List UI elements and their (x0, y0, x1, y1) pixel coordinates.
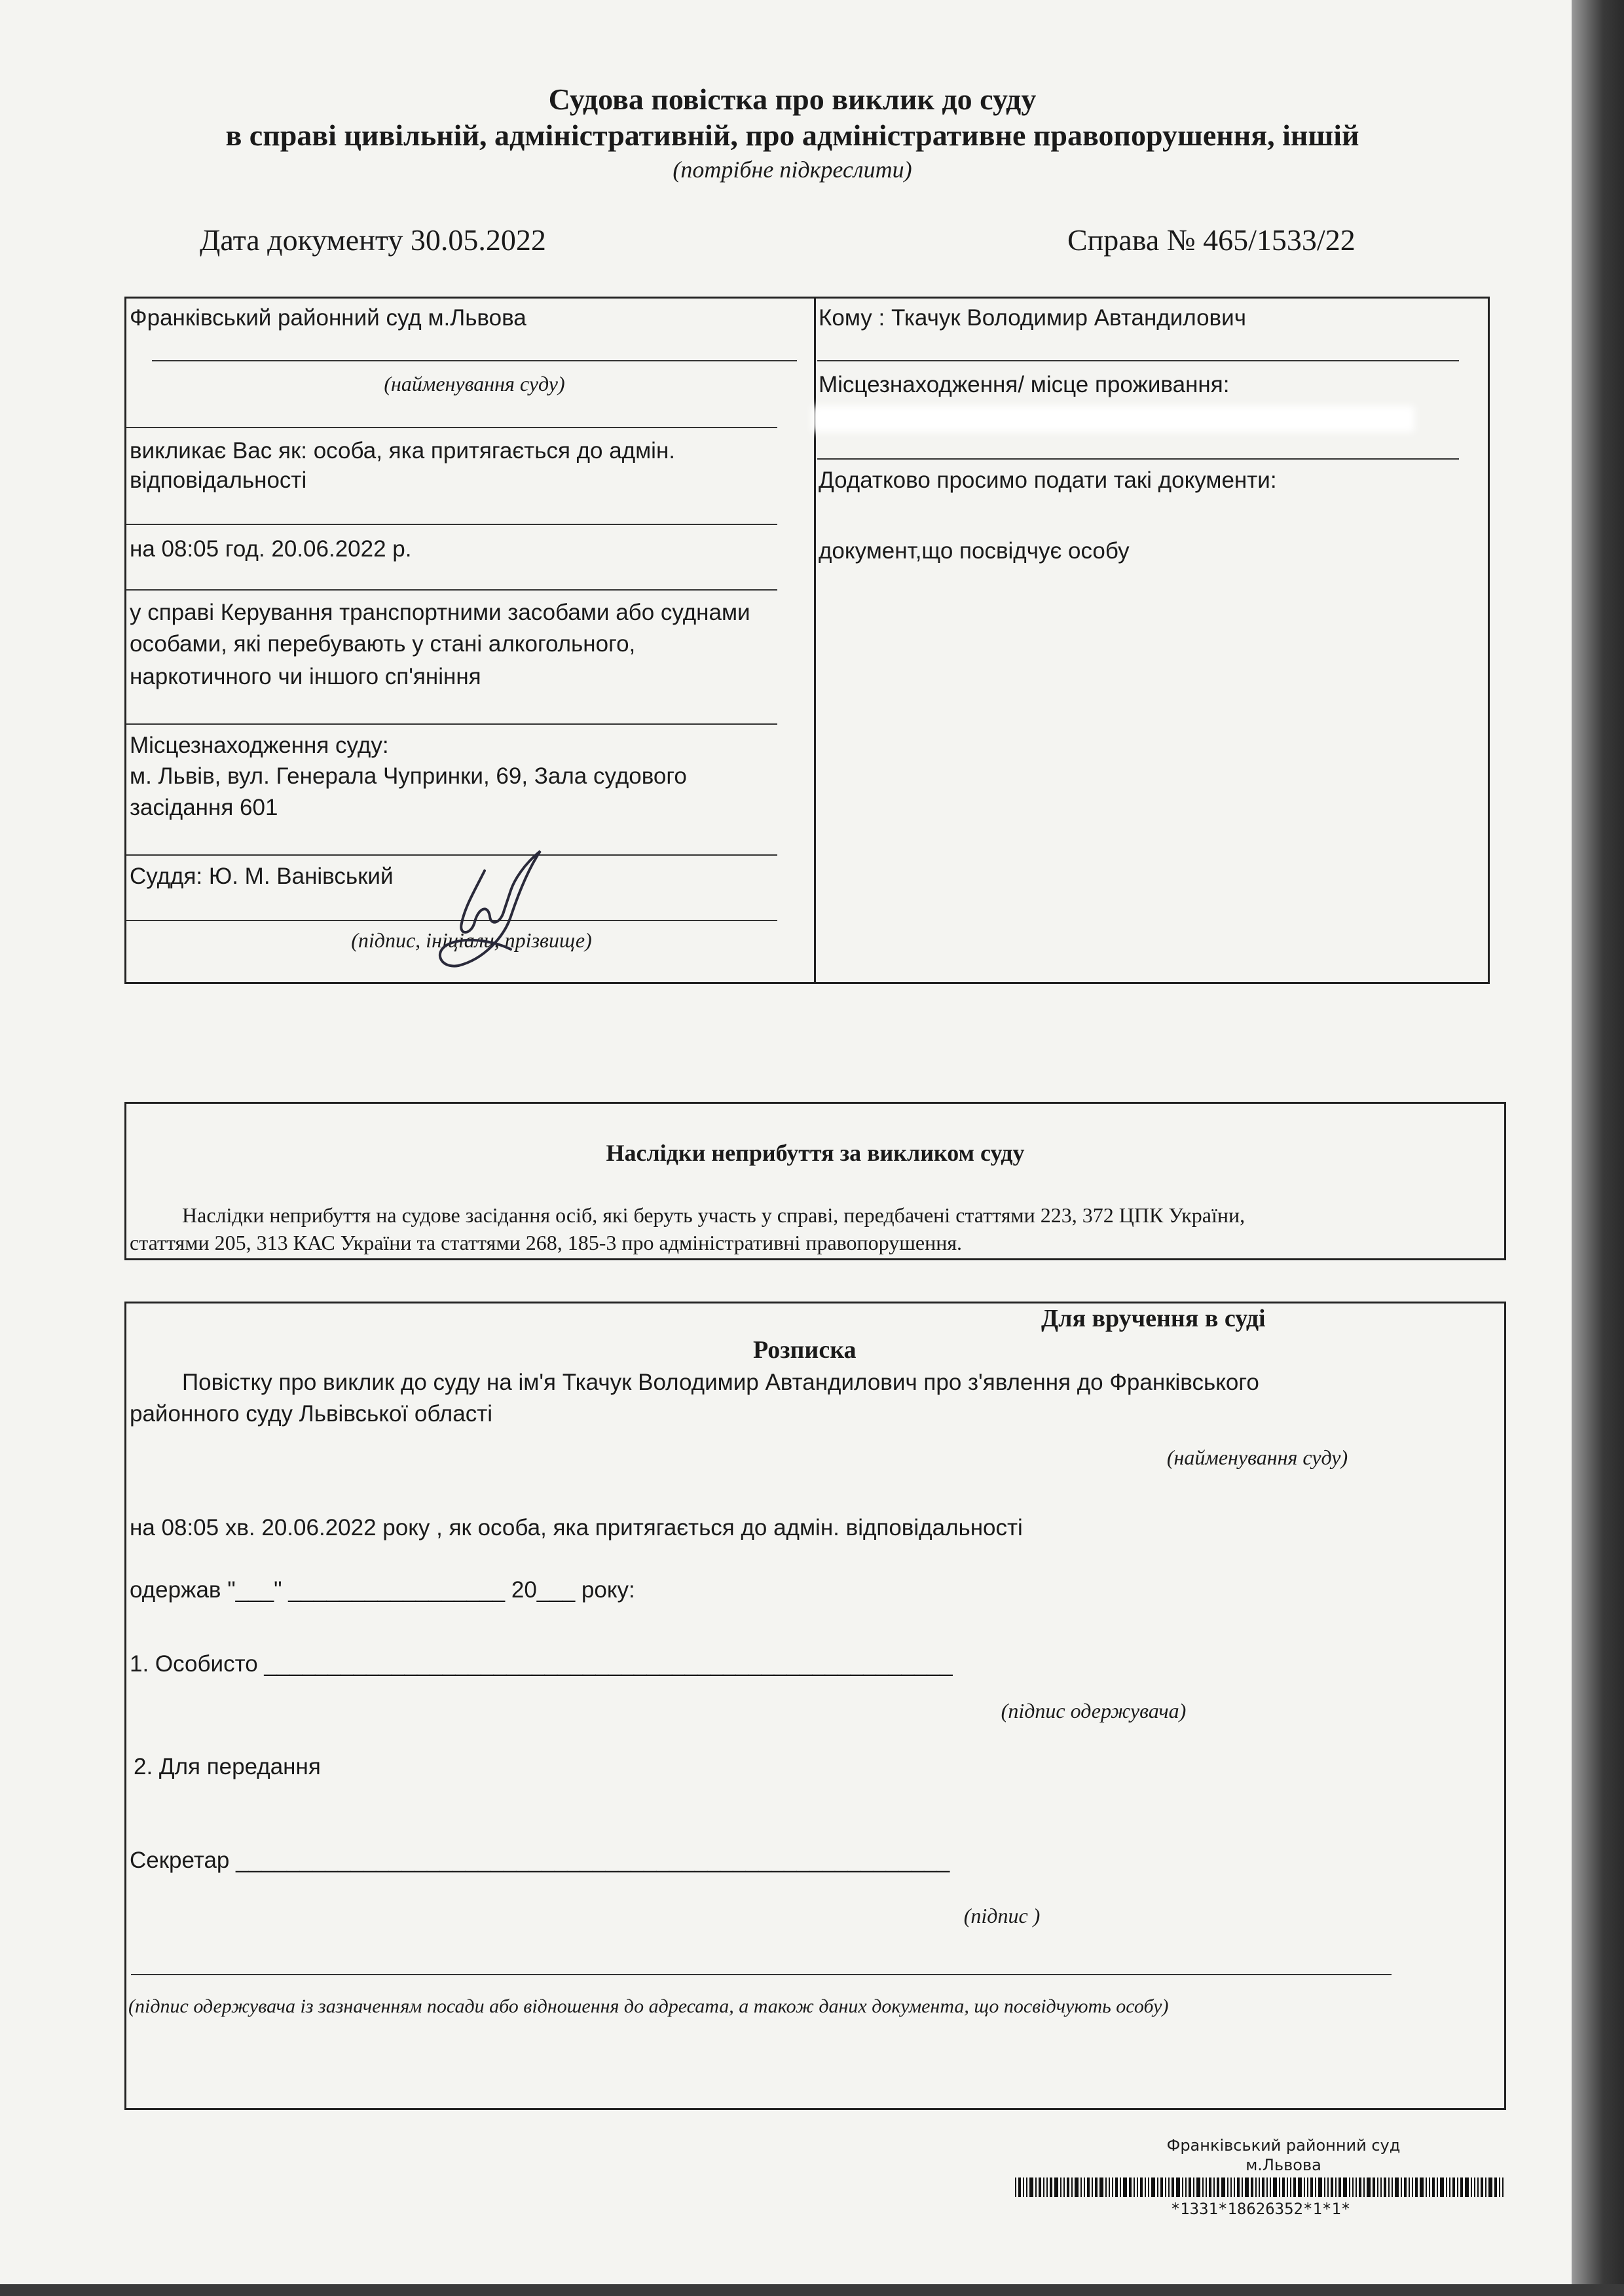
signature-caption: (підпис, ініціали, прізвище) (351, 928, 592, 952)
barcode-bar (1266, 2178, 1268, 2197)
barcode-bar (1160, 2178, 1163, 2197)
barcode-bar (1270, 2178, 1271, 2197)
personal-signature-field: 1. Особисто ______________________________________________________ (130, 1651, 953, 1677)
court-location-label: Місцезнаходження суду: (130, 733, 389, 758)
barcode-bar (1420, 2178, 1424, 2197)
barcode-bar (1384, 2178, 1386, 2197)
barcode-bar (1084, 2178, 1085, 2197)
receipt-court-caption: (найменування суду) (1166, 1446, 1348, 1469)
barcode-bar (1457, 2178, 1458, 2197)
case-subject-line3: наркотичного чи іншого сп'яніння (130, 664, 481, 689)
barcode-bar (1227, 2178, 1228, 2197)
barcode-bar (1193, 2178, 1194, 2197)
barcode-bar (1157, 2178, 1158, 2197)
scan-edge (1572, 0, 1624, 2296)
barcode-bar (1367, 2178, 1371, 2197)
barcode-bar (1318, 2178, 1322, 2197)
barcode-bar (1477, 2178, 1479, 2197)
rule (817, 360, 1459, 361)
barcode-bar (1449, 2178, 1450, 2197)
court-name: Франківський районний суд м.Львова (130, 305, 526, 331)
barcode-bar (1440, 2178, 1444, 2197)
judge-name: Суддя: Ю. М. Ванівський (130, 864, 394, 889)
barcode-bar (1380, 2178, 1382, 2197)
barcode-bar (1315, 2178, 1316, 2197)
barcode-bar (1213, 2178, 1215, 2197)
barcode-bar (1209, 2178, 1211, 2197)
barcode-bar (1465, 2178, 1469, 2197)
barcode-bar (1050, 2178, 1052, 2197)
barcode-bar (1481, 2178, 1483, 2197)
barcode-bar (1112, 2178, 1113, 2197)
hearing-time: на 08:05 год. 20.06.2022 р. (130, 536, 412, 562)
barcode-bar (1287, 2178, 1288, 2197)
barcode-bar (1189, 2178, 1191, 2197)
barcode-bar (1018, 2178, 1021, 2197)
for-court-label: Для вручення в суді (1041, 1305, 1266, 1332)
barcode-bar (1105, 2178, 1107, 2197)
barcode-bar (1046, 2178, 1048, 2197)
barcode-bar (1071, 2178, 1073, 2197)
barcode-bar (1140, 2178, 1143, 2197)
receipt-line2: районного суду Львівської області (130, 1401, 493, 1427)
secretary-caption: (підпис ) (963, 1904, 1041, 1927)
barcode-bar (1148, 2178, 1149, 2197)
barcode-bar (1206, 2178, 1207, 2197)
barcode-bar (1499, 2178, 1500, 2197)
barcode-bar (1452, 2178, 1455, 2197)
rule (131, 1974, 1392, 1975)
addressee: Кому : Ткачук Володимир Автандилович (819, 305, 1246, 331)
barcode-bar (1129, 2178, 1132, 2197)
barcode-bar (1388, 2178, 1390, 2197)
barcode-bar (1290, 2178, 1291, 2197)
footer-court-line1: Франківський районний суд (1166, 2136, 1401, 2155)
barcode-bar (1429, 2178, 1430, 2197)
consequences-line2: статтями 205, 313 КАС України та статтями 268, 185-3 про адміністративні правопорушення. (130, 1231, 963, 1254)
barcode-bar (1363, 2178, 1365, 2197)
barcode-bar (1067, 2178, 1069, 2197)
docs-value: документ,що посвідчує особу (819, 538, 1130, 564)
barcode-bar (1324, 2178, 1325, 2197)
barcode-bar (1352, 2178, 1354, 2197)
barcode-bar (1172, 2178, 1174, 2197)
barcode-bar (1282, 2178, 1285, 2197)
barcode-bar (1029, 2178, 1033, 2197)
docs-label: Додатково просимо подати такі документи: (819, 467, 1277, 493)
barcode-bar (1168, 2178, 1170, 2197)
document-title: Судова повістка про виклик до суду (548, 82, 1037, 116)
barcode-bar (1015, 2178, 1016, 2197)
barcode-bar (1245, 2178, 1249, 2197)
barcode-bar (1026, 2178, 1027, 2197)
barcode-bar (1095, 2178, 1098, 2197)
court-caption: (найменування суду) (384, 372, 565, 395)
barcode-bar (1039, 2178, 1041, 2197)
secretary-signature-field: Секретар ________________________________________________________ (130, 1848, 950, 1873)
barcode-bar (1432, 2178, 1435, 2197)
barcode-bar (1242, 2178, 1243, 2197)
court-location-line2: засідання 601 (130, 795, 278, 820)
consequences-title: Наслідки неприбуття за викликом суду (606, 1140, 1025, 1166)
footer-court (1113, 2136, 1454, 2175)
footer-court-line2: м.Львова (1246, 2156, 1321, 2174)
barcode-bar (1137, 2178, 1138, 2197)
personal-caption: (підпис одержувача) (1001, 1699, 1187, 1722)
barcode-bar (1412, 2178, 1413, 2197)
barcode-bar (1415, 2178, 1418, 2197)
judge-signature (413, 845, 563, 975)
barcode-bar (1080, 2178, 1082, 2197)
summon-role-line1: викликає Вас як: особа, яка притягається до адмін. (130, 438, 676, 464)
barcode-bar (1401, 2178, 1402, 2197)
barcode-bar (1338, 2178, 1341, 2197)
barcode-bar (1395, 2178, 1399, 2197)
barcode-bar (1023, 2178, 1024, 2197)
rule (126, 427, 777, 428)
barcode-bar (1185, 2178, 1187, 2197)
consequences-line1: Наслідки неприбуття на судове засідання осіб, які беруть участь у справі, передбачені статтями 223, 372 ЦПК України, (182, 1203, 1246, 1227)
barcode-bar (1359, 2178, 1361, 2197)
barcode-bar (1298, 2178, 1302, 2197)
barcode-bar (1446, 2178, 1447, 2197)
barcode-bar (1109, 2178, 1110, 2197)
barcode-bar (1331, 2178, 1333, 2197)
court-location-line1: м. Львів, вул. Генерала Чупринки, 69, Зала судового (130, 763, 687, 789)
barcode-bar (1221, 2178, 1225, 2197)
rule (152, 360, 797, 361)
barcode (1015, 2178, 1506, 2197)
barcode-bar (1043, 2178, 1044, 2197)
barcode-bar (1182, 2178, 1183, 2197)
barcode-bar (1373, 2178, 1375, 2197)
barcode-bar (1304, 2178, 1305, 2197)
barcode-bar (1502, 2178, 1504, 2197)
document-date: Дата документу 30.05.2022 (200, 223, 546, 257)
redacted-address (812, 406, 1414, 432)
case-subject-line2: особами, які перебувають у стані алкогольного, (130, 631, 636, 657)
title-note: (потрібне підкреслити) (673, 156, 912, 183)
receipt-line1: Повістку про виклик до суду на ім'я Ткачук Володимир Автандилович про з'явлення до Франківського (182, 1370, 1259, 1395)
barcode-bar (1196, 2178, 1200, 2197)
document-subtitle: в справі цивільній, адміністративній, про адміністративне правопорушення, іншій (225, 118, 1359, 152)
barcode-bar (1054, 2178, 1058, 2197)
barcode-bar (1471, 2178, 1472, 2197)
barcode-bar (1237, 2178, 1240, 2197)
residence-label: Місцезнаходження/ місце проживання: (819, 372, 1230, 397)
barcode-bar (1488, 2178, 1492, 2197)
summons-divider (814, 297, 816, 984)
barcode-bar (1230, 2178, 1232, 2197)
barcode-bar (1259, 2178, 1260, 2197)
barcode-bar (1115, 2178, 1118, 2197)
barcode-bar (1092, 2178, 1093, 2197)
barcode-bar (1310, 2178, 1313, 2197)
barcode-bar (1437, 2178, 1438, 2197)
barcode-bar (1377, 2178, 1378, 2197)
barcode-bar (1035, 2178, 1037, 2197)
barcode-bar (1120, 2178, 1121, 2197)
rule (817, 458, 1459, 460)
barcode-bar (1075, 2178, 1079, 2197)
barcode-bar (1349, 2178, 1350, 2197)
barcode-text: *1331*18626352*1*1* (1170, 2200, 1351, 2218)
scan-edge-bottom (0, 2284, 1624, 2296)
receipt-title: Розписка (753, 1336, 857, 1364)
barcode-bar (1176, 2178, 1180, 2197)
rule (126, 524, 777, 525)
barcode-bar (1202, 2178, 1204, 2197)
barcode-bar (1426, 2178, 1427, 2197)
received-date-field: одержав "___" _________________ 20___ року: (130, 1577, 635, 1603)
barcode-bar (1494, 2178, 1497, 2197)
barcode-bar (1123, 2178, 1127, 2197)
barcode-bar (1145, 2178, 1146, 2197)
rule (126, 589, 777, 591)
barcode-bar (1234, 2178, 1235, 2197)
barcode-bar (1356, 2178, 1357, 2197)
barcode-bar (1063, 2178, 1065, 2197)
summon-role-line2: відповідальності (130, 467, 307, 493)
barcode-bar (1262, 2178, 1264, 2197)
barcode-bar (1087, 2178, 1090, 2197)
barcode-bar (1060, 2178, 1061, 2197)
barcode-bar (1134, 2178, 1135, 2197)
barcode-bar (1279, 2178, 1280, 2197)
barcode-bar (1485, 2178, 1486, 2197)
case-number: Справа № 465/1533/22 (1067, 223, 1356, 257)
barcode-bar (1293, 2178, 1296, 2197)
case-subject-line1: у справі Керування транспортними засобами або суднами (130, 600, 750, 625)
barcode-bar (1251, 2178, 1253, 2197)
barcode-bar (1327, 2178, 1329, 2197)
transfer-label: 2. Для передання (134, 1754, 321, 1779)
rule (126, 723, 777, 725)
barcode-bar (1343, 2178, 1347, 2197)
barcode-bar (1307, 2178, 1308, 2197)
barcode-bar (1392, 2178, 1393, 2197)
barcode-bar (1409, 2178, 1410, 2197)
barcode-bar (1217, 2178, 1219, 2197)
receipt-time-line: на 08:05 хв. 20.06.2022 року , як особа, яка притягається до адмін. відповідальності (130, 1515, 1023, 1540)
barcode-bar (1151, 2178, 1155, 2197)
barcode-bar (1165, 2178, 1166, 2197)
barcode-bar (1474, 2178, 1475, 2197)
barcode-bar (1335, 2178, 1337, 2197)
barcode-bar (1460, 2178, 1463, 2197)
barcode-bar (1273, 2178, 1277, 2197)
barcode-bar (1255, 2178, 1257, 2197)
barcode-bar (1099, 2178, 1103, 2197)
receipt-bottom-caption: (підпис одержувача із зазначенням посади або відношення до адресата, а також даних документа, що посвідчують особу) (128, 1995, 1169, 2017)
barcode-bar (1404, 2178, 1407, 2197)
